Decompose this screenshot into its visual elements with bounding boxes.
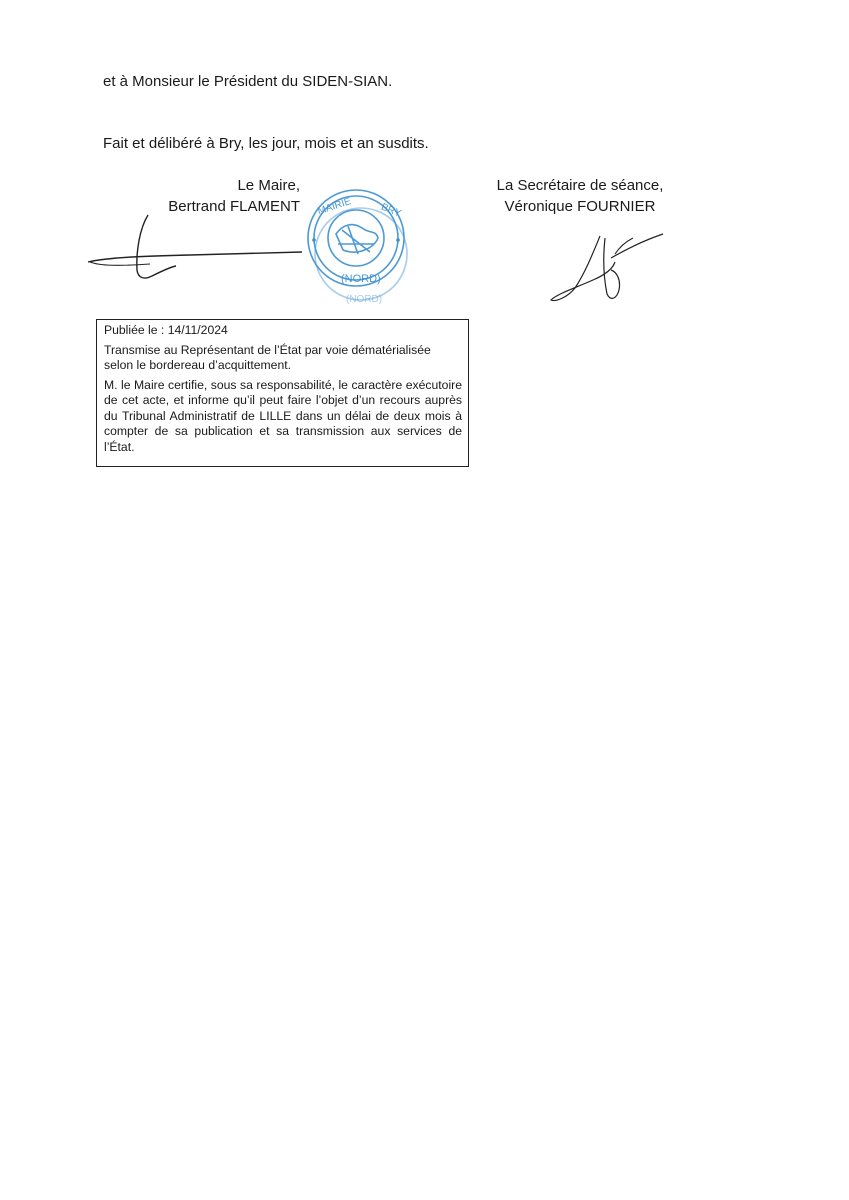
secretary-handwritten-signature: [545, 228, 670, 308]
secretary-signature-block: [480, 175, 680, 217]
place-date-line: Fait et délibéré à Bry, les jour, mois et an susdits.: [103, 135, 429, 152]
svg-text:(NORD): (NORD): [346, 294, 383, 305]
svg-text:MAIRIE: MAIRIE: [316, 196, 353, 218]
mairie-stamp-seal: [298, 186, 418, 306]
mayor-handwritten-signature: [80, 210, 310, 285]
publication-line: [104, 323, 462, 339]
svg-text:BRY: BRY: [379, 201, 403, 220]
published-date: 14/11/2024: [167, 323, 228, 337]
svg-text:(NORD): (NORD): [341, 273, 381, 285]
transmission-text: Transmise au Représentant de l’État par voie dématérialisée selon le bordereau d’acquittement.: [104, 342, 431, 372]
publication-notice-box: [96, 319, 469, 467]
closing-line: et à Monsieur le Président du SIDEN-SIAN.: [103, 73, 393, 90]
certification-text: M. le Maire certifie, sous sa responsabilité, le caractère exécutoire de cet acte, et informe qu’il peut faire l’objet d’un recours auprès du Tribunal Administratif de LILLE dans un délai de deux mois à compter de sa publication et sa transmission aux services de l’État.: [104, 377, 462, 454]
published-label: Publiée le :: [104, 323, 165, 337]
secretary-name: Véronique FOURNIER: [504, 198, 656, 215]
secretary-title: La Secrétaire de séance,: [496, 177, 664, 194]
mayor-name: Bertrand FLAMENT: [168, 198, 300, 215]
mayor-title: Le Maire,: [237, 177, 300, 194]
